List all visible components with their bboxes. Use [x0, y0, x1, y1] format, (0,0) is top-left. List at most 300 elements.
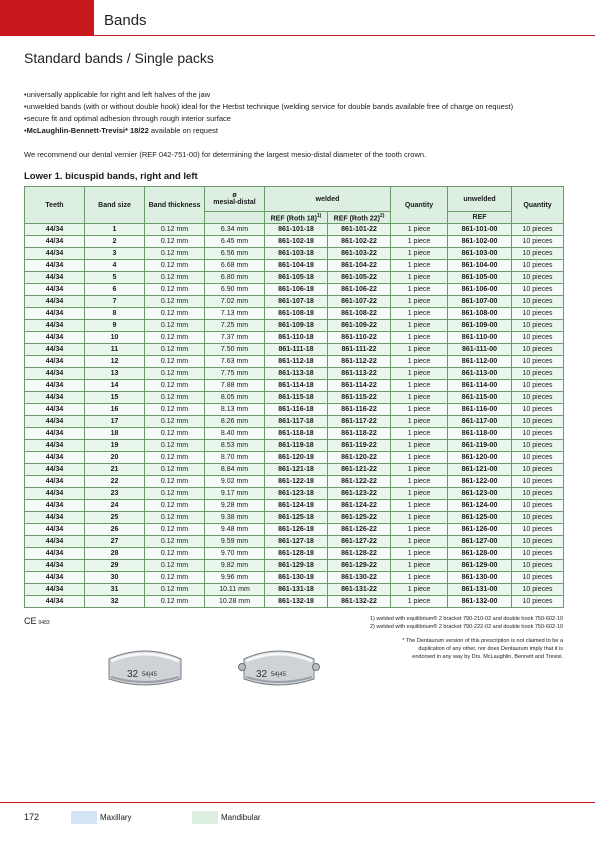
table-cell: 23 [85, 488, 145, 500]
table-cell: 0.12 mm [145, 332, 205, 344]
band-table [24, 186, 564, 608]
table-cell: 861-123-00 [448, 488, 512, 500]
table-cell: 1 piece [391, 416, 448, 428]
table-cell: 1 piece [391, 248, 448, 260]
table-cell: 861-122-00 [448, 476, 512, 488]
table-cell: 2 [85, 236, 145, 248]
table-cell: 10 pieces [512, 476, 564, 488]
table-cell: 9.28 mm [205, 500, 265, 512]
table-cell: 10 pieces [512, 500, 564, 512]
table-cell: 10 pieces [512, 572, 564, 584]
table-cell: 16 [85, 404, 145, 416]
table-cell: 0.12 mm [145, 368, 205, 380]
table-row [25, 560, 564, 572]
table-row [25, 464, 564, 476]
table-cell: 6.56 mm [205, 248, 265, 260]
table-cell: 1 piece [391, 464, 448, 476]
table-cell: 7.02 mm [205, 296, 265, 308]
table-cell: 44/34 [25, 308, 85, 320]
table-cell: 0.12 mm [145, 512, 205, 524]
table-cell: 10 pieces [512, 368, 564, 380]
table-cell: 44/34 [25, 572, 85, 584]
col-header-welded: welded [265, 187, 391, 212]
table-cell: 10 [85, 332, 145, 344]
col-header-quantity-2: Quantity [512, 187, 564, 224]
table-cell: 10 pieces [512, 428, 564, 440]
header-bar [0, 0, 595, 36]
table-cell: 861-114-22 [328, 380, 391, 392]
legend-label-maxillary: Maxillary [100, 813, 132, 822]
table-cell: 0.12 mm [145, 572, 205, 584]
table-cell: 861-128-22 [328, 548, 391, 560]
table-cell: 12 [85, 356, 145, 368]
table-cell: 1 piece [391, 260, 448, 272]
table-cell: 10 pieces [512, 356, 564, 368]
legend-swatch-mandibular [192, 811, 218, 824]
table-row [25, 500, 564, 512]
table-cell: 1 piece [391, 584, 448, 596]
legend-label-mandibular: Mandibular [221, 813, 261, 822]
col-subheader-ref: REF [448, 212, 512, 224]
table-cell: 1 piece [391, 452, 448, 464]
table-cell: 7 [85, 296, 145, 308]
table-cell: 44/34 [25, 272, 85, 284]
table-cell: 28 [85, 548, 145, 560]
table-cell: 861-128-18 [265, 548, 328, 560]
table-cell: 861-109-22 [328, 320, 391, 332]
table-cell: 861-108-00 [448, 308, 512, 320]
table-cell: 0.12 mm [145, 560, 205, 572]
table-cell: 1 piece [391, 476, 448, 488]
table-cell: 1 [85, 224, 145, 236]
hook-right [313, 664, 320, 671]
table-cell: 9.48 mm [205, 524, 265, 536]
table-row [25, 512, 564, 524]
table-row [25, 596, 564, 608]
table-cell: 44/34 [25, 440, 85, 452]
section-subtitle: Standard bands / Single packs [24, 50, 214, 66]
table-cell: 44/34 [25, 512, 85, 524]
table-cell: 10 pieces [512, 584, 564, 596]
table-cell: 861-123-22 [328, 488, 391, 500]
table-cell: 861-124-22 [328, 500, 391, 512]
table-cell: 861-110-18 [265, 332, 328, 344]
table-cell: 44/34 [25, 320, 85, 332]
table-cell: 9.38 mm [205, 512, 265, 524]
table-cell: 861-106-18 [265, 284, 328, 296]
table-cell: 44/34 [25, 296, 85, 308]
table-cell: 861-118-00 [448, 428, 512, 440]
table-cell: 861-108-22 [328, 308, 391, 320]
table-cell: 861-131-22 [328, 584, 391, 596]
table-cell: 44/34 [25, 548, 85, 560]
table-cell: 1 piece [391, 560, 448, 572]
header-rule [94, 35, 595, 36]
table-cell: 861-121-00 [448, 464, 512, 476]
table-row [25, 272, 564, 284]
table-cell: 4 [85, 260, 145, 272]
table-cell: 861-123-18 [265, 488, 328, 500]
band-code: 54|45 [142, 672, 157, 678]
table-cell: 0.12 mm [145, 428, 205, 440]
table-cell: 861-132-18 [265, 596, 328, 608]
table-cell: 0.12 mm [145, 440, 205, 452]
table-cell: 10 pieces [512, 488, 564, 500]
table-cell: 10 pieces [512, 272, 564, 284]
table-cell: 10 pieces [512, 320, 564, 332]
table-cell: 7.37 mm [205, 332, 265, 344]
table-cell: 10 pieces [512, 596, 564, 608]
col-header-teeth: Teeth [25, 187, 85, 224]
table-cell: 14 [85, 380, 145, 392]
table-cell: 1 piece [391, 524, 448, 536]
col-header-quantity: Quantity [391, 187, 448, 224]
table-cell: 10 pieces [512, 452, 564, 464]
table-cell: 3 [85, 248, 145, 260]
table-cell: 6.80 mm [205, 272, 265, 284]
table-cell: 7.88 mm [205, 380, 265, 392]
feature-item: • secure fit and optimal adhesion through rough interior surface [24, 113, 584, 125]
table-cell: 861-126-00 [448, 524, 512, 536]
table-cell: 6.68 mm [205, 260, 265, 272]
table-cell: 0.12 mm [145, 404, 205, 416]
table-cell: 861-101-22 [328, 224, 391, 236]
table-cell: 0.12 mm [145, 308, 205, 320]
table-cell: 861-115-00 [448, 392, 512, 404]
table-cell: 18 [85, 428, 145, 440]
table-cell: 44/34 [25, 248, 85, 260]
table-cell: 861-111-00 [448, 344, 512, 356]
table-cell: 861-105-00 [448, 272, 512, 284]
table-cell: 0.12 mm [145, 488, 205, 500]
table-cell: 10 pieces [512, 416, 564, 428]
table-cell: 1 piece [391, 440, 448, 452]
table-cell: 861-120-18 [265, 452, 328, 464]
table-cell: 44/34 [25, 464, 85, 476]
table-cell: 6 [85, 284, 145, 296]
table-cell: 9.17 mm [205, 488, 265, 500]
ce-symbol: CE [24, 616, 37, 626]
table-cell: 15 [85, 392, 145, 404]
table-cell: 861-127-00 [448, 536, 512, 548]
table-cell: 861-131-00 [448, 584, 512, 596]
footer-rule [0, 802, 595, 803]
table-cell: 1 piece [391, 344, 448, 356]
table-cell: 10 pieces [512, 512, 564, 524]
table-cell: 8.40 mm [205, 428, 265, 440]
feature-item: • universally applicable for right and left halves of the jaw [24, 89, 584, 101]
table-cell: 861-127-22 [328, 536, 391, 548]
table-row [25, 488, 564, 500]
table-cell: 44/34 [25, 428, 85, 440]
table-cell: 44/34 [25, 224, 85, 236]
table-cell: 861-102-22 [328, 236, 391, 248]
table-cell: 1 piece [391, 224, 448, 236]
table-cell: 10 pieces [512, 332, 564, 344]
table-cell: 861-128-00 [448, 548, 512, 560]
table-cell: 9.96 mm [205, 572, 265, 584]
table-cell: 861-111-22 [328, 344, 391, 356]
table-body [25, 224, 564, 608]
table-cell: 1 piece [391, 404, 448, 416]
table-cell: 861-117-18 [265, 416, 328, 428]
table-cell: 10 pieces [512, 560, 564, 572]
table-cell: 861-116-22 [328, 404, 391, 416]
table-cell: 861-113-22 [328, 368, 391, 380]
table-cell: 44/34 [25, 596, 85, 608]
table-cell: 0.12 mm [145, 584, 205, 596]
table-cell: 861-125-22 [328, 512, 391, 524]
table-row [25, 404, 564, 416]
table-row [25, 380, 564, 392]
table-cell: 44/34 [25, 236, 85, 248]
table-cell: 44/34 [25, 260, 85, 272]
table-cell: 7.25 mm [205, 320, 265, 332]
table-cell: 10 pieces [512, 296, 564, 308]
table-cell: 0.12 mm [145, 224, 205, 236]
table-cell: 0.12 mm [145, 392, 205, 404]
footnote-1: 1) welded with equilibrium® 2 bracket 790-210-02 and double hook 750-602-10 [369, 616, 563, 622]
table-row [25, 476, 564, 488]
table-cell: 861-129-22 [328, 560, 391, 572]
table-cell: 861-107-22 [328, 296, 391, 308]
table-cell: 861-102-18 [265, 236, 328, 248]
page-title: Bands [104, 12, 147, 29]
table-cell: 0.12 mm [145, 476, 205, 488]
table-cell: 1 piece [391, 296, 448, 308]
table-cell: 1 piece [391, 368, 448, 380]
table-cell: 44/34 [25, 560, 85, 572]
table-row [25, 320, 564, 332]
table-cell: 861-115-18 [265, 392, 328, 404]
diameter-symbol: ø [232, 192, 237, 199]
table-cell: 0.12 mm [145, 296, 205, 308]
table-cell: 861-130-22 [328, 572, 391, 584]
table-cell: 6.90 mm [205, 284, 265, 296]
table-cell: 861-103-18 [265, 248, 328, 260]
table-cell: 8 [85, 308, 145, 320]
table-cell: 861-127-18 [265, 536, 328, 548]
table-cell: 861-102-00 [448, 236, 512, 248]
table-row [25, 284, 564, 296]
table-cell: 30 [85, 572, 145, 584]
table-cell: 1 piece [391, 488, 448, 500]
table-cell: 10 pieces [512, 236, 564, 248]
table-cell: 1 piece [391, 596, 448, 608]
table-cell: 10 pieces [512, 248, 564, 260]
table-cell: 7.75 mm [205, 368, 265, 380]
table-cell: 25 [85, 512, 145, 524]
table-cell: 7.50 mm [205, 344, 265, 356]
table-cell: 22 [85, 476, 145, 488]
table-cell: 0.12 mm [145, 452, 205, 464]
table-cell: 1 piece [391, 332, 448, 344]
table-cell: 861-112-18 [265, 356, 328, 368]
band-number: 32 [127, 669, 139, 680]
legend-swatch-maxillary [71, 811, 97, 824]
table-cell: 861-110-00 [448, 332, 512, 344]
table-cell: 1 piece [391, 548, 448, 560]
col-header-unwelded: unwelded [448, 187, 512, 212]
table-cell: 861-121-18 [265, 464, 328, 476]
table-cell: 8.53 mm [205, 440, 265, 452]
table-cell: 861-103-00 [448, 248, 512, 260]
table-cell: 44/34 [25, 488, 85, 500]
col-header-diameter [205, 187, 265, 212]
table-cell: 7.63 mm [205, 356, 265, 368]
table-cell: 0.12 mm [145, 260, 205, 272]
table-cell: 0.12 mm [145, 344, 205, 356]
table-row [25, 428, 564, 440]
table-cell: 29 [85, 560, 145, 572]
table-cell: 9.02 mm [205, 476, 265, 488]
table-cell: 861-107-00 [448, 296, 512, 308]
table-cell: 8.13 mm [205, 404, 265, 416]
table-cell: 1 piece [391, 572, 448, 584]
table-cell: 10 pieces [512, 464, 564, 476]
table-cell: 1 piece [391, 356, 448, 368]
table-cell: 861-125-00 [448, 512, 512, 524]
table-cell: 0.12 mm [145, 272, 205, 284]
table-cell: 8.05 mm [205, 392, 265, 404]
table-cell: 24 [85, 500, 145, 512]
table-cell: 0.12 mm [145, 500, 205, 512]
table-cell: 17 [85, 416, 145, 428]
table-cell: 861-111-18 [265, 344, 328, 356]
table-cell: 861-109-00 [448, 320, 512, 332]
table-cell: 861-124-00 [448, 500, 512, 512]
table-row [25, 224, 564, 236]
table-cell: 861-104-22 [328, 260, 391, 272]
table-cell: 0.12 mm [145, 248, 205, 260]
table-cell: 44/34 [25, 536, 85, 548]
table-cell: 861-109-18 [265, 320, 328, 332]
table-cell: 861-110-22 [328, 332, 391, 344]
table-cell: 861-131-18 [265, 584, 328, 596]
feature-item: • McLaughlin-Bennett-Trevisi* 18/22 available on request [24, 125, 584, 137]
table-cell: 861-120-00 [448, 452, 512, 464]
table-cell: 21 [85, 464, 145, 476]
brand-color-block [0, 0, 94, 36]
table-cell: 7.13 mm [205, 308, 265, 320]
table-cell: 0.12 mm [145, 464, 205, 476]
table-cell: 861-122-18 [265, 476, 328, 488]
table-cell: 1 piece [391, 512, 448, 524]
table-cell: 44/34 [25, 452, 85, 464]
table-cell: 6.45 mm [205, 236, 265, 248]
table-cell: 1 piece [391, 380, 448, 392]
table-cell: 0.12 mm [145, 356, 205, 368]
table-cell: 32 [85, 596, 145, 608]
table-cell: 9 [85, 320, 145, 332]
table-cell: 861-122-22 [328, 476, 391, 488]
table-cell: 861-117-22 [328, 416, 391, 428]
table-cell: 861-125-18 [265, 512, 328, 524]
table-cell: 861-108-18 [265, 308, 328, 320]
table-cell: 10 pieces [512, 440, 564, 452]
table-cell: 6.34 mm [205, 224, 265, 236]
page-number: 172 [24, 812, 40, 822]
table-cell: 861-126-22 [328, 524, 391, 536]
table-row [25, 536, 564, 548]
table-row [25, 524, 564, 536]
table-cell: 861-115-22 [328, 392, 391, 404]
table-cell: 8.26 mm [205, 416, 265, 428]
table-cell: 10 pieces [512, 260, 564, 272]
table-row [25, 584, 564, 596]
band-number: 32 [256, 669, 268, 680]
table-cell: 861-129-00 [448, 560, 512, 572]
disclaimer: * The Dentaurum version of this prescription is not claimed to be a duplication of any other, nor does Dentaurum imply that it is endorsed in any way by Drs. McLaughlin, Bennett and Trevisi. [402, 638, 563, 660]
table-cell: 10 pieces [512, 524, 564, 536]
table-cell: 861-119-00 [448, 440, 512, 452]
table-cell: 0.12 mm [145, 236, 205, 248]
table-cell: 20 [85, 452, 145, 464]
table-cell: 861-116-00 [448, 404, 512, 416]
table-cell: 44/34 [25, 584, 85, 596]
table-cell: 0.12 mm [145, 320, 205, 332]
table-cell: 44/34 [25, 416, 85, 428]
table-cell: 10 pieces [512, 308, 564, 320]
table-cell: 1 piece [391, 500, 448, 512]
table-row [25, 356, 564, 368]
ce-number: 0483 [38, 620, 50, 626]
table-row [25, 260, 564, 272]
col-subheader-empty [205, 212, 265, 224]
footnote-2: 2) welded with equilibrium® 2 bracket 790-222-02 and double hook 750-602-10 [369, 623, 563, 630]
table-cell: 44/34 [25, 392, 85, 404]
table-cell: 861-113-00 [448, 368, 512, 380]
table-row [25, 248, 564, 260]
table-cell: 44/34 [25, 524, 85, 536]
table-cell: 10.28 mm [205, 596, 265, 608]
table-cell: 1 piece [391, 320, 448, 332]
table-row [25, 344, 564, 356]
table-cell: 861-118-18 [265, 428, 328, 440]
table-cell: 1 piece [391, 428, 448, 440]
table-cell: 861-114-00 [448, 380, 512, 392]
feature-item: • unwelded bands (with or without double hook) ideal for the Herbst technique (welding service for double bands available free of charge on request) [24, 101, 584, 113]
table-cell: 861-107-18 [265, 296, 328, 308]
col-subheader-ref18: REF (Roth 18)$^{1)}$ [265, 212, 328, 224]
table-cell: 0.12 mm [145, 284, 205, 296]
table-cell: 861-114-18 [265, 380, 328, 392]
hook-left [239, 664, 246, 671]
table-cell: 11 [85, 344, 145, 356]
table-cell: 1 piece [391, 284, 448, 296]
table-cell: 861-104-00 [448, 260, 512, 272]
diameter-label: mesial-distal [213, 199, 256, 206]
table-cell: 10 pieces [512, 536, 564, 548]
table-cell: 861-121-22 [328, 464, 391, 476]
table-title: Lower 1. bicuspid bands, right and left [24, 171, 198, 182]
table-cell: 8.70 mm [205, 452, 265, 464]
band-image-1 [105, 645, 185, 690]
table-cell: 44/34 [25, 332, 85, 344]
table-row [25, 440, 564, 452]
table-cell: 861-129-18 [265, 560, 328, 572]
feature-list [24, 89, 584, 137]
table-cell: 861-124-18 [265, 500, 328, 512]
table-cell: 861-119-22 [328, 440, 391, 452]
table-cell: 10 pieces [512, 344, 564, 356]
table-row [25, 236, 564, 248]
table-cell: 861-126-18 [265, 524, 328, 536]
table-cell: 861-101-18 [265, 224, 328, 236]
table-row [25, 452, 564, 464]
table-cell: 1 piece [391, 308, 448, 320]
footnotes [300, 616, 563, 631]
